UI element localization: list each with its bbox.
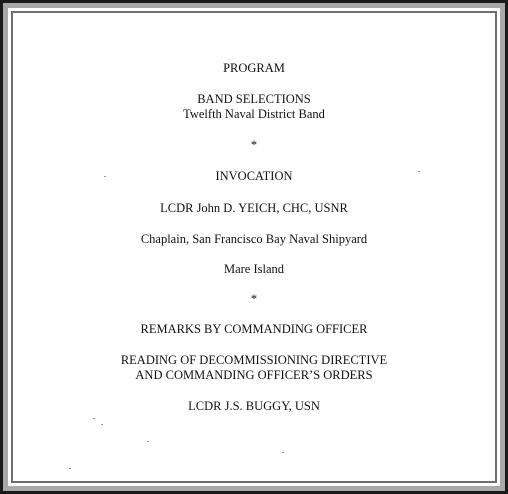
scan-speck	[282, 452, 284, 453]
remarks-title: REMARKS BY COMMANDING OFFICER	[140, 322, 368, 336]
scan-speck	[147, 441, 149, 442]
scan-speck	[418, 171, 420, 172]
reading-officer: LCDR J.S. BUGGY, USN	[188, 399, 320, 413]
band-selections-title: BAND SELECTIONS	[197, 92, 311, 106]
scan-speck	[69, 468, 71, 469]
invocation-title: INVOCATION	[215, 169, 293, 183]
separator-asterisk: *	[250, 138, 258, 152]
invocation-location: Mare Island	[223, 262, 285, 276]
separator-asterisk: *	[250, 292, 258, 306]
reading-line-1: READING OF DECOMMISSIONING DIRECTIVE	[120, 353, 388, 367]
band-selections-performer: Twelfth Naval District Band	[183, 107, 325, 121]
scan-speck	[101, 424, 103, 425]
scan-speck	[93, 418, 95, 419]
program-heading: PROGRAM	[223, 61, 285, 75]
scan-speck	[104, 176, 106, 177]
invocation-position: Chaplain, San Francisco Bay Naval Shipyard	[140, 232, 368, 246]
reading-line-2: AND COMMANDING OFFICER’S ORDERS	[135, 368, 373, 382]
invocation-officiant: LCDR John D. YEICH, CHC, USNR	[160, 201, 348, 215]
